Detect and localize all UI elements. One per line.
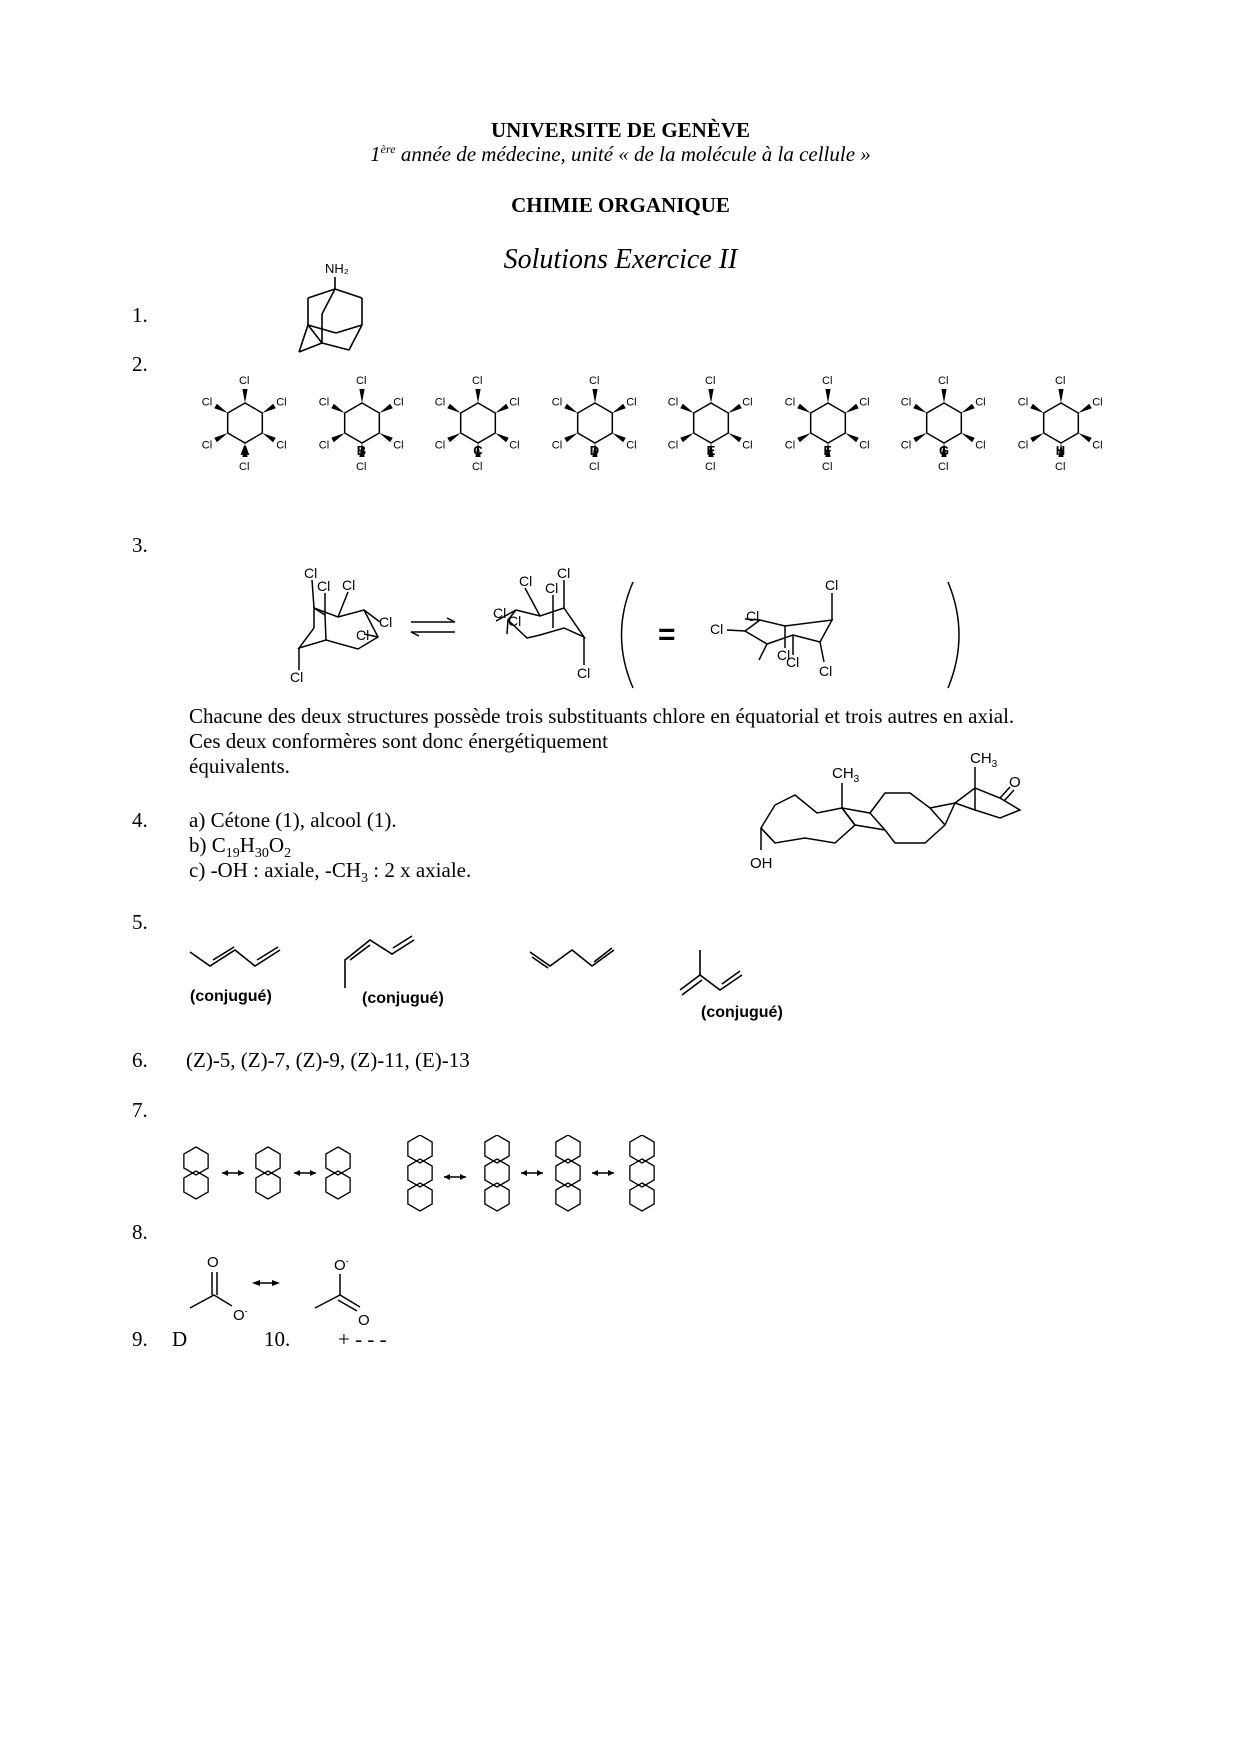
- svg-text:Cl: Cl: [276, 396, 287, 409]
- university-title: UNIVERSITE DE GENÈVE: [490, 118, 751, 142]
- svg-text:Cl: Cl: [667, 396, 679, 409]
- svg-text:Cl: Cl: [356, 627, 370, 643]
- question-9-number: 9.: [132, 1327, 148, 1351]
- q10-answer: + - - -: [338, 1327, 387, 1351]
- svg-text:Cl: Cl: [705, 461, 716, 473]
- course-title: CHIMIE ORGANIQUE: [511, 193, 730, 217]
- question-2-number: 2.: [132, 352, 148, 376]
- svg-text:Cl: Cl: [290, 669, 304, 685]
- svg-text:O: O: [1009, 774, 1021, 791]
- svg-text:Cl: Cl: [318, 439, 329, 452]
- svg-text:Cl: Cl: [434, 396, 446, 409]
- isomer-b: [307, 375, 417, 475]
- q9-answer: D: [172, 1327, 188, 1351]
- svg-text:Cl: Cl: [819, 663, 833, 679]
- acetate-resonance: [180, 1250, 400, 1335]
- svg-text:Cl: Cl: [1091, 396, 1103, 409]
- svg-text:Cl: Cl: [557, 565, 571, 581]
- svg-text:O: O: [207, 1254, 219, 1271]
- isomer-label: C: [473, 443, 483, 458]
- dienes-row: [180, 930, 800, 1010]
- svg-text:Cl: Cl: [900, 439, 912, 452]
- svg-text:O-: O-: [233, 1306, 248, 1324]
- svg-text:Cl: Cl: [667, 439, 679, 452]
- svg-text:O-: O-: [334, 1256, 349, 1274]
- svg-text:Cl: Cl: [551, 396, 562, 409]
- svg-text:Cl: Cl: [508, 613, 522, 629]
- q3-explanation-line1: Chacune des deux structures possède trois substituants chlore en équatorial et trois autres en axial.: [189, 704, 1015, 728]
- question-7-number: 7.: [132, 1098, 148, 1122]
- page-title: Solutions Exercice II: [503, 244, 738, 275]
- isomer-label: A: [240, 443, 250, 458]
- svg-text:Cl: Cl: [777, 647, 791, 663]
- q4-answer-c: c) -OH : axiale, $-CH_3$ : 2 x axiale.: [189, 858, 472, 887]
- svg-text:Cl: Cl: [742, 396, 753, 409]
- svg-text:Cl: Cl: [858, 439, 870, 452]
- svg-text:Cl: Cl: [577, 665, 591, 681]
- svg-text:Cl: Cl: [379, 614, 393, 630]
- question-4-number: 4.: [132, 808, 148, 832]
- svg-text:Cl: Cl: [509, 396, 520, 409]
- svg-text:Cl: Cl: [304, 565, 318, 581]
- svg-text:Cl: Cl: [784, 396, 795, 409]
- svg-text:O: O: [358, 1312, 370, 1329]
- svg-text:Cl: Cl: [201, 439, 213, 452]
- isomer-e: [656, 375, 766, 475]
- svg-text:Cl: Cl: [355, 461, 366, 473]
- svg-text:Cl: Cl: [472, 375, 483, 387]
- isomer-label: F: [823, 443, 832, 458]
- svg-text:Cl: Cl: [784, 439, 795, 452]
- svg-text:Cl: Cl: [938, 461, 949, 473]
- svg-text:Cl: Cl: [355, 375, 366, 387]
- svg-text:Cl: Cl: [509, 439, 520, 452]
- q6-answer: (Z)-5, (Z)-7, (Z)-9, (Z)-11, (E)-13: [186, 1048, 470, 1072]
- svg-text:Cl: Cl: [519, 573, 533, 589]
- q3-explanation-line3: équivalents.: [189, 754, 290, 778]
- q3-explanation-line2: Ces deux conformères sont donc énergétiquement: [189, 729, 608, 753]
- q4-answer-b: b) $C_{19}H_{30}O_2$: [189, 833, 292, 862]
- svg-text:Cl: Cl: [317, 578, 331, 594]
- amine-label: NH₂: [325, 261, 349, 276]
- isomer-label: H: [1055, 443, 1066, 458]
- isomer-label: E: [706, 443, 716, 458]
- svg-text:Cl: Cl: [858, 396, 870, 409]
- svg-text:CH3: $CH_3$: [832, 765, 860, 785]
- svg-text:Cl: Cl: [938, 375, 949, 387]
- svg-text:Cl: Cl: [392, 396, 404, 409]
- isomer-a: [190, 375, 300, 475]
- svg-text:Cl: Cl: [825, 577, 839, 593]
- svg-text:Cl: Cl: [239, 375, 250, 387]
- svg-text:Cl: Cl: [975, 396, 986, 409]
- svg-text:Cl: Cl: [625, 396, 637, 409]
- question-6-number: 6.: [132, 1048, 148, 1072]
- svg-text:Cl: Cl: [472, 461, 483, 473]
- svg-text:Cl: Cl: [588, 461, 599, 473]
- svg-text:Cl: Cl: [1091, 439, 1103, 452]
- adamantylamine-structure: [280, 255, 390, 355]
- q4-answer-a: a) Cétone (1), alcool (1).: [189, 808, 397, 832]
- svg-text:Cl: Cl: [342, 577, 356, 593]
- isomer-d: [540, 375, 650, 475]
- svg-text:Cl: Cl: [975, 439, 986, 452]
- svg-text:Cl: Cl: [1054, 375, 1065, 387]
- subtitle-text: année de médecine, unité « de la molécule à la cellule »: [395, 142, 871, 166]
- equals-sign: =: [658, 618, 676, 651]
- question-10-number: 10.: [264, 1327, 291, 1351]
- svg-text:Cl: Cl: [551, 439, 562, 452]
- svg-text:Cl: Cl: [705, 375, 716, 387]
- svg-text:Cl: Cl: [545, 580, 559, 596]
- question-5-number: 5.: [132, 910, 148, 934]
- svg-text:Cl: Cl: [1017, 439, 1028, 452]
- chair-conformers-diagram: [280, 560, 1000, 690]
- conjugated-label-1: (conjugué): [190, 988, 272, 1005]
- isomer-label: D: [589, 443, 600, 458]
- svg-text:Cl: Cl: [392, 439, 404, 452]
- svg-text:Cl: Cl: [434, 439, 446, 452]
- svg-text:Cl: Cl: [746, 608, 760, 624]
- svg-text:Cl: Cl: [1054, 461, 1065, 473]
- svg-text:Cl: Cl: [900, 396, 912, 409]
- isomer-label: G: [938, 443, 950, 458]
- question-3-number: 3.: [132, 533, 148, 557]
- svg-text:Cl: Cl: [1017, 396, 1028, 409]
- svg-text:Cl: Cl: [742, 439, 753, 452]
- svg-text:Cl: Cl: [710, 621, 724, 637]
- conjugated-label-4: (conjugué): [701, 1004, 783, 1021]
- course-subtitle: [0, 142, 1241, 167]
- resonance-structures-aromatics: [180, 1135, 700, 1215]
- svg-text:Cl: Cl: [821, 461, 832, 473]
- question-1-number: 1.: [132, 303, 148, 327]
- isomer-c: [423, 375, 533, 475]
- svg-text:Cl: Cl: [318, 396, 329, 409]
- isomer-g: [889, 375, 999, 475]
- conjugated-label-2: (conjugué): [362, 990, 444, 1007]
- svg-text:Cl: Cl: [493, 605, 507, 621]
- svg-text:Cl: Cl: [201, 396, 213, 409]
- svg-text:Cl: Cl: [276, 439, 287, 452]
- svg-text:Cl: Cl: [588, 375, 599, 387]
- svg-text:Cl: Cl: [786, 654, 800, 670]
- svg-text:OH: OH: [750, 855, 773, 872]
- svg-text:Cl: Cl: [625, 439, 637, 452]
- isomer-label: B: [356, 443, 367, 458]
- isomer-f: [773, 375, 883, 475]
- subtitle-number: 1: [370, 142, 381, 166]
- steroid-structure: [745, 745, 1045, 885]
- subtitle-superscript: ère: [380, 142, 396, 156]
- svg-text:Cl: Cl: [821, 375, 832, 387]
- hexachlorocyclohexane-isomers: [190, 375, 1120, 515]
- svg-text:Cl: Cl: [239, 461, 250, 473]
- svg-text:CH3: $CH_3$: [970, 750, 998, 770]
- isomer-h: [1006, 375, 1116, 475]
- question-8-number: 8.: [132, 1220, 148, 1244]
